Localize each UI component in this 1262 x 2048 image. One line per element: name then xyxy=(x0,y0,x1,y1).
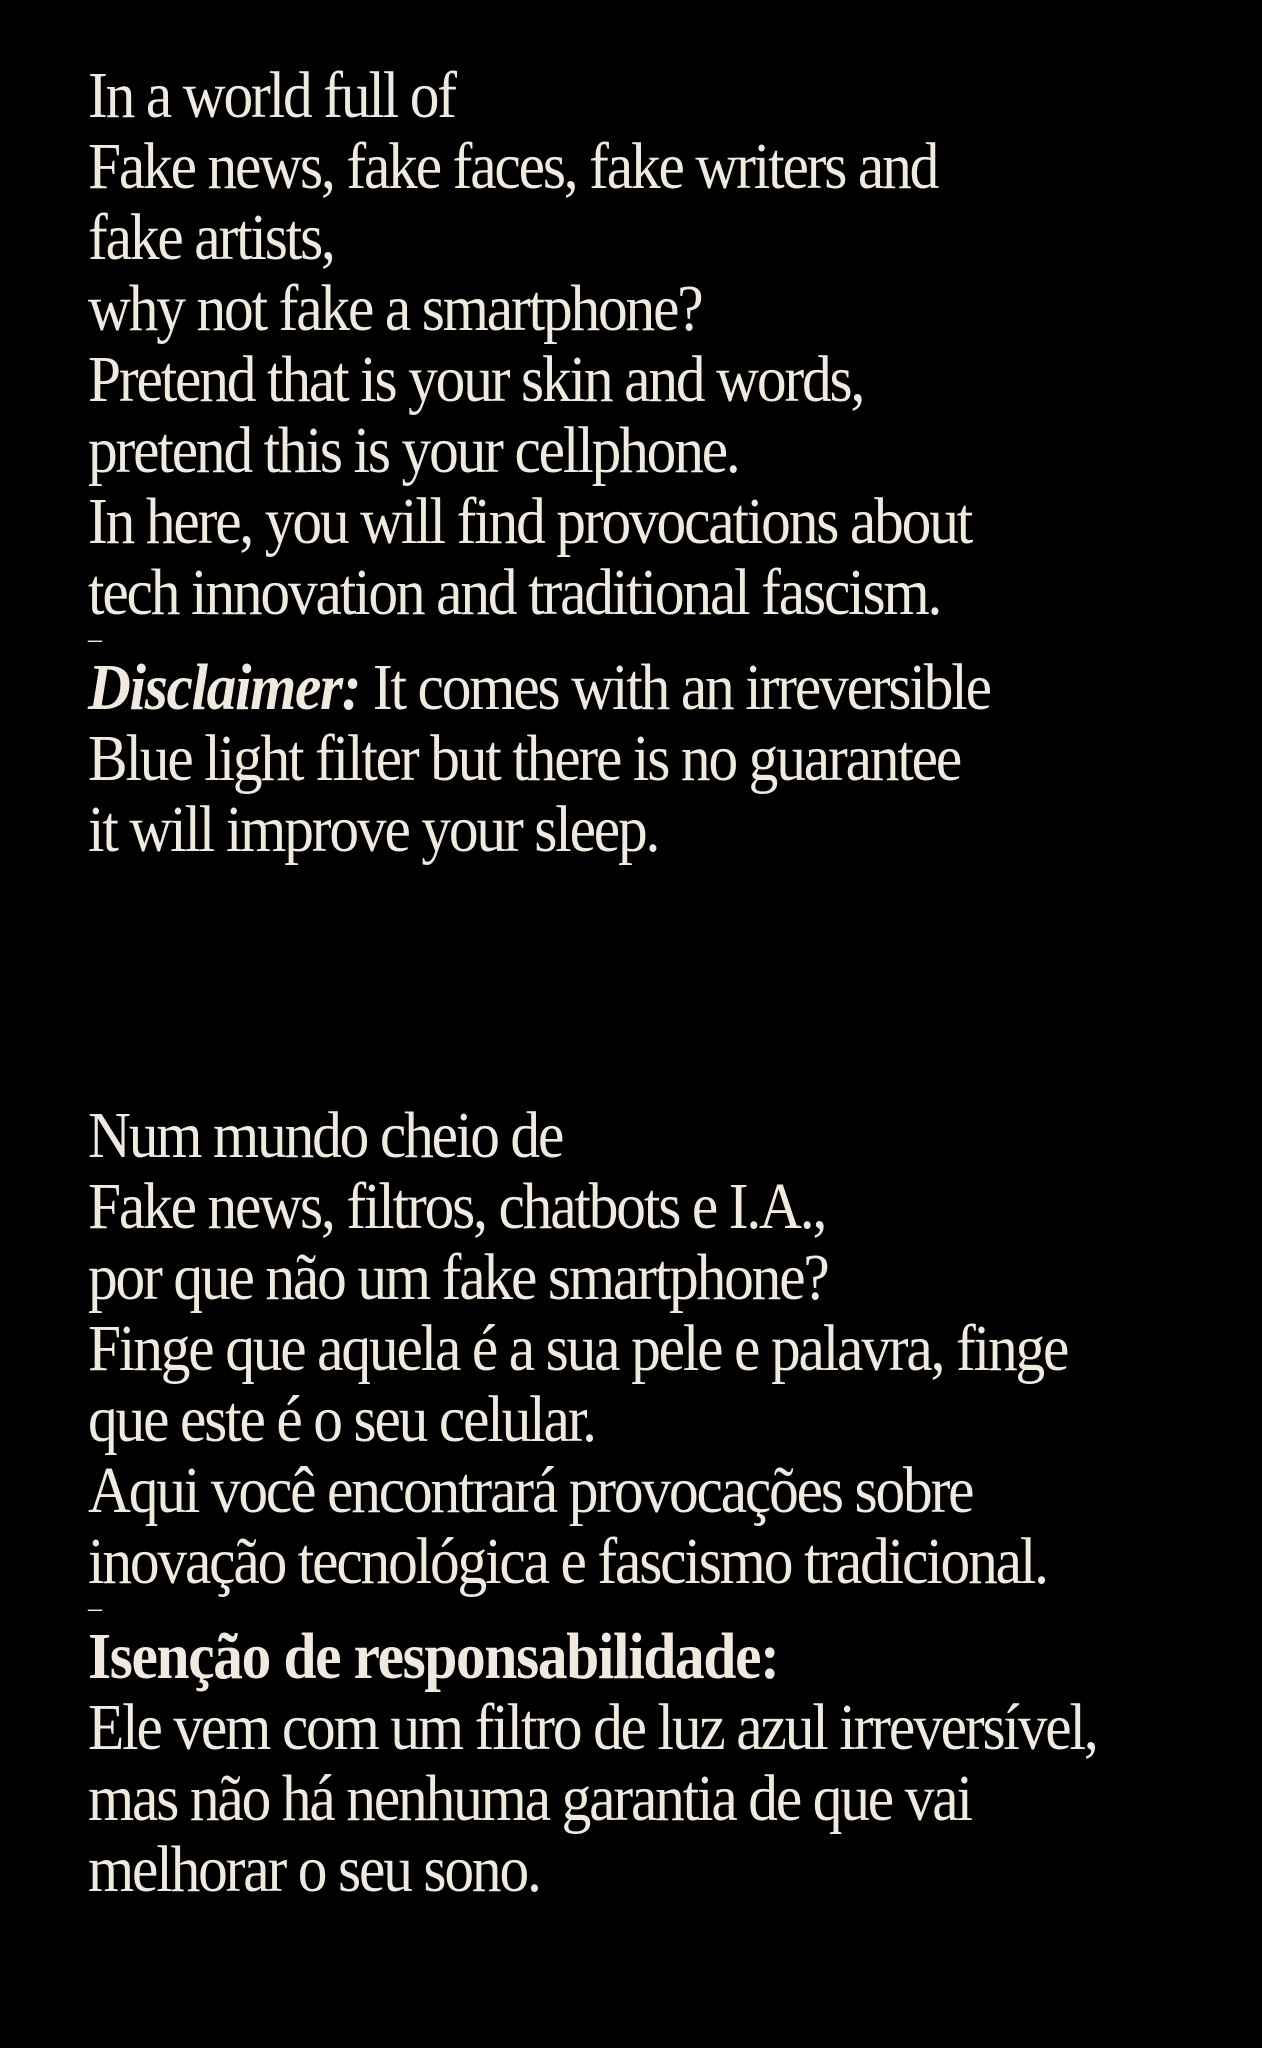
portuguese-disclaimer-line: mas não há nenhuma garantia de que vai xyxy=(88,1762,971,1835)
portuguese-line: por que não um fake smartphone? xyxy=(88,1241,828,1314)
english-disclaimer-label: Disclaimer: xyxy=(88,651,361,724)
portuguese-disclaimer-line: melhorar o seu sono. xyxy=(88,1833,540,1906)
english-disclaimer-line: Blue light filter but there is no guarantee xyxy=(88,722,961,795)
english-disclaimer-line: it will improve your sleep. xyxy=(88,793,659,866)
portuguese-line: Aqui você encontrará provocações sobre xyxy=(88,1454,973,1527)
english-line: tech innovation and traditional fascism. xyxy=(88,556,941,629)
portuguese-separator: – xyxy=(88,1593,102,1624)
portuguese-line: que este é o seu celular. xyxy=(88,1383,595,1456)
english-disclaimer-line xyxy=(88,652,1132,723)
english-line: In here, you will find provocations about xyxy=(88,485,972,558)
portuguese-line: Num mundo cheio de xyxy=(88,1099,563,1172)
english-line: Pretend that is your skin and words, xyxy=(88,343,864,416)
portuguese-line: Fake news, filtros, chatbots e I.A., xyxy=(88,1170,826,1243)
portuguese-text-block xyxy=(88,1100,1248,1905)
english-line: In a world full of xyxy=(88,59,455,132)
english-text-block xyxy=(88,60,1248,865)
english-line: why not fake a smartphone? xyxy=(88,272,702,345)
english-line: Fake news, fake faces, fake writers and xyxy=(88,130,938,203)
portuguese-line: Finge que aquela é a sua pele e palavra, finge xyxy=(88,1312,1068,1385)
english-disclaimer-text: It comes with an irreversible xyxy=(360,651,990,724)
portuguese-disclaimer-line: Ele vem com um filtro de luz azul irreversível, xyxy=(88,1691,1097,1764)
portuguese-line: inovação tecnológica e fascismo tradicional. xyxy=(88,1525,1047,1598)
english-separator: – xyxy=(88,624,102,655)
portuguese-disclaimer-label: Isenção de responsabilidade: xyxy=(88,1620,779,1693)
english-line: pretend this is your cellphone. xyxy=(88,414,739,487)
english-line: fake artists, xyxy=(88,201,334,274)
